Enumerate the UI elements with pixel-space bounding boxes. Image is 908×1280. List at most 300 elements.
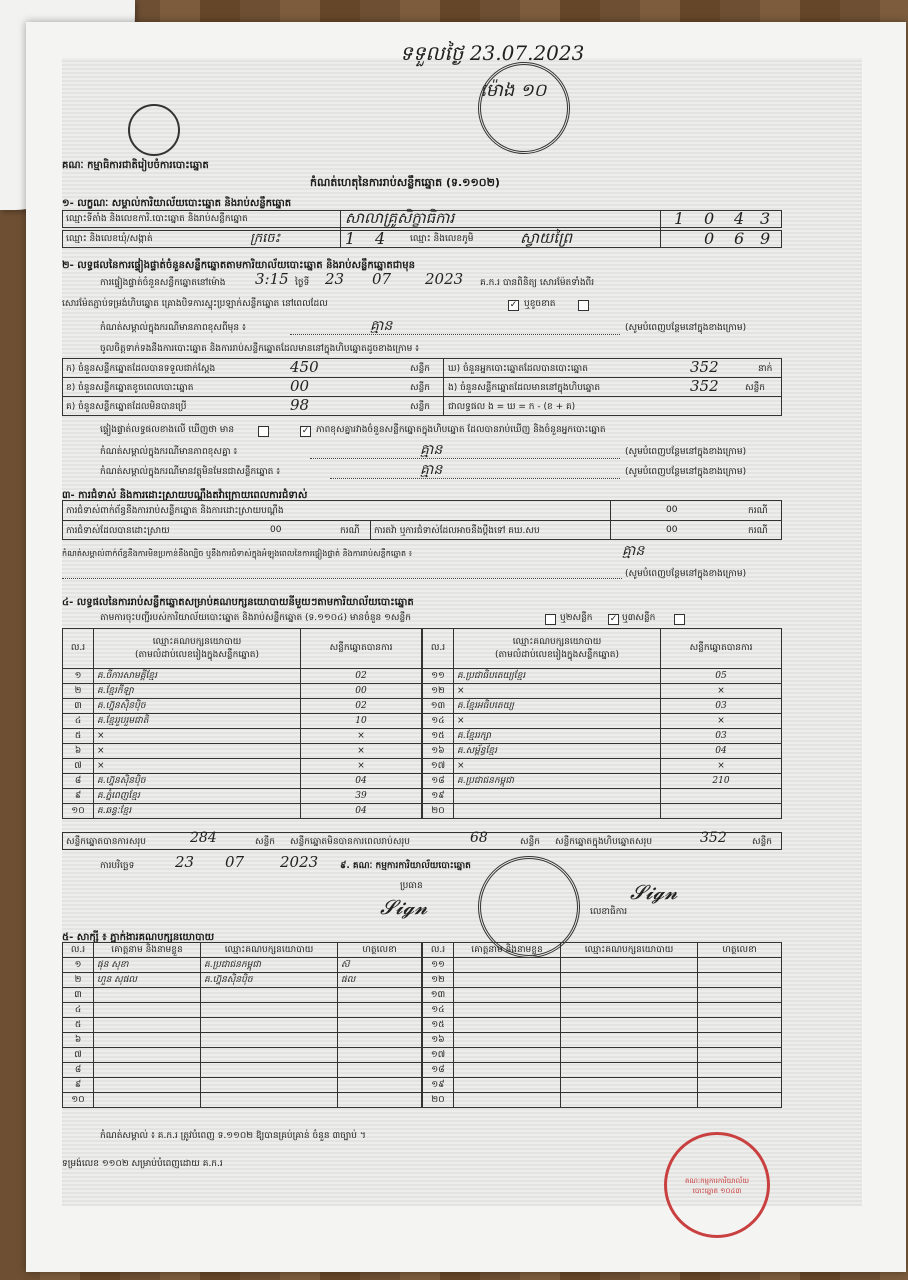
witness-no-cell: ៥: [63, 1018, 94, 1033]
party-no-cell: ១: [63, 669, 94, 684]
office-digit-3: 4: [734, 209, 745, 228]
witness-sig-cell: [338, 1048, 422, 1063]
party-row: [63, 759, 422, 774]
day-value: 23: [325, 270, 345, 288]
witness-col-no: ល.រ: [423, 943, 454, 958]
witness-empty-cell: [561, 1033, 698, 1048]
witness-no-cell: ១: [63, 958, 94, 973]
witness-row: [63, 1033, 422, 1048]
day-label: ថ្ងៃទី: [295, 278, 310, 288]
section-2-heading: ២- លទ្ធផលនៃការផ្ទៀងផ្ទាត់ចំនួនសន្លឹកឆ្នោតតាមការិយាល័យបោះឆ្នោត និងរាប់សន្លឹកឆ្នោតជាមុន: [62, 260, 415, 271]
party-votes-cell: ×: [301, 759, 422, 774]
witness-no-cell: ១៣: [423, 988, 454, 1003]
witness-row: [63, 988, 422, 1003]
org-label: គណៈ កម្មាធិការជាតិរៀបចំការបោះឆ្នោត: [62, 160, 209, 171]
witness-row: [423, 1018, 782, 1033]
objection-row-1-label: ការជំទាស់ពាក់ព័ន្ធនឹងការរាប់សន្លឹកឆ្នោត និងការដោះស្រាយបណ្តឹង: [66, 506, 284, 516]
witness-party-cell: [201, 1033, 338, 1048]
party-no-cell: ១៥: [423, 729, 454, 744]
witness-empty-cell: [454, 1003, 561, 1018]
party-votes-cell: ×: [661, 759, 782, 774]
received-date-note: ទទួលថ្ងៃ 23.07.2023: [400, 41, 585, 65]
witness-col-name: គោត្តនាម និងនាមខ្លួន: [94, 943, 201, 958]
party-votes-cell: ×: [661, 714, 782, 729]
witness-empty-cell: [561, 1048, 698, 1063]
count-row-e-unit: សន្លឹក: [745, 383, 765, 393]
section-4-heading: ៤- លទ្ធផលនៃការរាប់សន្លឹកឆ្នោតសម្រាប់គណបក្សនយោបាយនីមួយៗតាមការិយាល័យបោះឆ្នោត: [62, 597, 414, 608]
witness-no-cell: ១៦: [423, 1033, 454, 1048]
witness-no-cell: ១៨: [423, 1063, 454, 1078]
count-row-b-label: ខ) ចំនួនសន្លឹកឆ្នោតខូចពេលបោះឆ្នោត: [66, 383, 194, 393]
witness-no-cell: ១៧: [423, 1048, 454, 1063]
witness-row: [423, 1033, 782, 1048]
witness-no-cell: ២០: [423, 1093, 454, 1108]
party-votes-cell: 02: [301, 699, 422, 714]
witness-no-cell: ១១: [423, 958, 454, 973]
party-party-cell: គ.ខ្មែរអធិបតេយ្យ: [454, 699, 661, 714]
party-votes-cell: ×: [661, 684, 782, 699]
commune-digit-1: 1: [345, 229, 356, 248]
count-intro: ចូលចិត្តទាក់ទងនឹងការបោះឆ្នោត និងការរាប់សន្លឹកឆ្នោតដែលមាននៅក្នុងហិបឆ្នោតដូចខាងក្រោម ៖: [100, 344, 420, 354]
witness-col-party: ឈ្មោះគណបក្សនយោបាយ: [561, 943, 698, 958]
party-party-cell: ×: [454, 714, 661, 729]
party-votes-cell: 39: [301, 789, 422, 804]
nec-emblem-icon: [128, 104, 180, 156]
party-votes-cell: 10: [301, 714, 422, 729]
party-no-cell: ១៧: [423, 759, 454, 774]
party-row: [423, 759, 782, 774]
total-invalid-label: សន្លឹកឆ្នោតមិនបានការពេលរាប់សរុប: [290, 837, 410, 847]
village-digit-2: 6: [734, 229, 745, 248]
witness-empty-cell: [561, 1063, 698, 1078]
three-sheet-label: ឬ៣សន្លឹក: [622, 613, 656, 623]
witness-row: [423, 1048, 782, 1063]
party-no-cell: ២: [63, 684, 94, 699]
province-handwritten: ក្រចេះ: [250, 231, 281, 246]
count-row-b-unit: សន្លឹក: [410, 383, 430, 393]
witness-sig-cell: [338, 1003, 422, 1018]
party-no-cell: ២០: [423, 804, 454, 819]
witness-party-cell: គ.ហ្វ៊ុនស៊ិនប៉ិច: [201, 973, 338, 988]
witness-col-sig: ហត្ថលេខា: [338, 943, 422, 958]
year-value: 2023: [425, 270, 464, 288]
witness-row: [423, 1003, 782, 1018]
count-row-c-label: គ) ចំនួនសន្លឹកឆ្នោតដែលមិនបានប្រើ: [66, 402, 187, 412]
party-row: [423, 744, 782, 759]
office-name-value: សាលាគ្រូសិក្ខាធិការ: [345, 209, 455, 227]
witness-empty-cell: [698, 958, 782, 973]
section-3-heading: ៣- ការជំទាស់ និងការដោះស្រាយបណ្តឹងតវ៉ាក្រោយពេលការជំទាស់: [62, 490, 308, 501]
form-footer: ទម្រង់លេខ ១១០២ សម្រាប់បំពេញដោយ គ.ក.រ: [62, 1159, 223, 1169]
witness-no-cell: ១០: [63, 1093, 94, 1108]
witness-sig-cell: [338, 1063, 422, 1078]
col-valid-header: សន្លឹកឆ្នោតបានការ: [661, 629, 782, 669]
party-row: [63, 699, 422, 714]
witness-no-cell: ២: [63, 973, 94, 988]
party-party-cell: [454, 789, 661, 804]
party-no-cell: ១២: [423, 684, 454, 699]
witness-row: [423, 973, 782, 988]
witness-empty-cell: [454, 1048, 561, 1063]
party-results-left: [62, 628, 422, 819]
witness-sig-cell: ស៊: [338, 958, 422, 973]
party-votes-cell: 03: [661, 699, 782, 714]
chair-label: ប្រធាន: [400, 881, 423, 891]
count-row-e-value: 352: [690, 377, 719, 395]
total-all-value: 352: [700, 830, 727, 846]
witness-sig-cell: [338, 1018, 422, 1033]
col-valid-header: សន្លឹកឆ្នោតបានការ: [301, 629, 422, 669]
party-row: [423, 699, 782, 714]
red-stamp-text: គណៈកម្មការការិយាល័យបោះឆ្នោត ១០៤៣: [684, 1177, 749, 1195]
witness-col-name: គោត្តនាម និងនាមខ្លួន: [454, 943, 561, 958]
witness-no-cell: ១៤: [423, 1003, 454, 1018]
objection-row-2-unit: ករណី: [340, 526, 360, 536]
party-votes-cell: [661, 789, 782, 804]
count-row-e-label: ង) ចំនួនសន្លឹកឆ្នោតដែលមាននៅក្នុងហិបឆ្នោត: [448, 383, 601, 393]
witness-row: [63, 1018, 422, 1033]
witness-table-left: [62, 942, 422, 1108]
count-row-d-unit: នាក់: [758, 364, 773, 374]
party-votes-cell: 04: [301, 804, 422, 819]
witness-empty-cell: [454, 1093, 561, 1108]
party-votes-cell: ×: [301, 729, 422, 744]
witness-empty-cell: [561, 958, 698, 973]
party-row: [63, 669, 422, 684]
col-party-header: ឈ្មោះគណបក្សនយោបាយ (តាមលំដាប់លេខរៀងក្នុងសន្លឹកឆ្នោត): [454, 629, 661, 669]
party-no-cell: ១៩: [423, 789, 454, 804]
party-party-cell: គ.ហ្វ៊ុនស៊ិនប៉ិច: [94, 699, 301, 714]
party-row: [63, 744, 422, 759]
witness-sig-cell: [338, 1093, 422, 1108]
party-party-cell: គ.ប្រជាជនកម្ពុជា: [454, 774, 661, 789]
witness-empty-cell: [698, 1093, 782, 1108]
date-month: 07: [225, 853, 245, 871]
bullet-2-value: គ្មាន: [420, 462, 443, 478]
witness-empty-cell: [698, 1033, 782, 1048]
village-label: ឈ្មោះ និងលេខភូមិ: [410, 234, 474, 244]
party-row: [63, 789, 422, 804]
witness-party-cell: [201, 1048, 338, 1063]
party-no-cell: ៨: [63, 774, 94, 789]
witness-no-cell: ៧: [63, 1048, 94, 1063]
witness-empty-cell: [561, 1003, 698, 1018]
witness-empty-cell: [698, 1018, 782, 1033]
witness-row: [63, 1048, 422, 1063]
witness-sig-cell: [338, 1033, 422, 1048]
party-no-cell: ១៣: [423, 699, 454, 714]
witness-empty-cell: [454, 1018, 561, 1033]
witness-col-no: ល.រ: [63, 943, 94, 958]
party-party-cell: ×: [94, 744, 301, 759]
witness-party-cell: [201, 1093, 338, 1108]
count-row-c-unit: សន្លឹក: [410, 402, 430, 412]
bullet-1-hint: (សូមបំពេញបន្ថែមនៅក្នុងខាងក្រោម): [625, 447, 747, 457]
difference-check-text: ភាពខុសគ្នារវាងចំនួនសន្លឹកឆ្នោតក្នុងហិបឆ្នោត ដែលបានរាប់ឃើញ និងចំនួនអ្នកបោះឆ្នោត: [316, 425, 606, 435]
difference-yes-checkbox: [258, 426, 269, 437]
two-sheet-label: ឬ២សន្លឹក: [560, 613, 593, 623]
witness-note: កំណត់សម្គាល់ ៖ គ.ក.រ ត្រូវបំពេញ ទ.១១០២ ឱ្យបានគ្រប់គ្រាន់ ចំនួន ៣ច្បាប់ ។: [100, 1131, 366, 1141]
witness-no-cell: ១៥: [423, 1018, 454, 1033]
witness-empty-cell: [454, 1033, 561, 1048]
party-party-cell: គ.ខ្មែររួបរួមជាតិ: [94, 714, 301, 729]
objection-row-2b-unit: ករណី: [748, 526, 768, 536]
witness-row: [63, 1063, 422, 1078]
secretary-signature: 𝓢𝓲𝓰𝓷: [630, 880, 678, 904]
seal-line: សោរម៉ែតភ្ជាប់ទម្រង់ហិបឆ្នោត គ្រោងបិទការស្ទុះប្រឡាក់សន្លឹកឆ្នោត នៅពេលដែល: [62, 299, 328, 309]
party-party-cell: គ.សម្ព័ន្ធខ្មែរ: [454, 744, 661, 759]
party-no-cell: ១១: [423, 669, 454, 684]
count-row-a-value: 450: [290, 358, 319, 376]
difference-no-checkbox: ✓: [301, 426, 310, 436]
office-digit-2: 0: [704, 209, 715, 228]
total-all-unit: សន្លឹក: [752, 837, 772, 847]
total-valid-label: សន្លឹកឆ្នោតបានការសរុប: [66, 837, 146, 847]
witness-table-right: [422, 942, 782, 1108]
witness-row: [63, 1078, 422, 1093]
committee-label: ៩. គណៈ កម្មការការិយាល័យបោះឆ្នោត: [340, 861, 471, 871]
date-day: 23: [175, 853, 195, 871]
party-row: [63, 804, 422, 819]
witness-empty-cell: [561, 1078, 698, 1093]
section-4-intro: តាមការចុះបញ្ជីរបស់ការិយាល័យបោះឆ្នោត និងរាប់សន្លឹកឆ្នោត (ទ.១១០៤) មានចំនួន ១សន្លឹក: [100, 613, 411, 623]
witness-empty-cell: [454, 958, 561, 973]
witness-party-cell: [201, 1063, 338, 1078]
witness-empty-cell: [698, 1063, 782, 1078]
total-valid-value: 284: [190, 830, 217, 846]
witness-row: [423, 958, 782, 973]
witness-name-cell: [94, 1033, 201, 1048]
party-row: [423, 774, 782, 789]
objection-row-2-label: ការជំទាស់ដែលបានដោះស្រាយ: [66, 526, 170, 536]
office-digit-1: 1: [674, 209, 685, 228]
verify-time-value: 3:15: [255, 270, 289, 288]
witness-no-cell: ១២: [423, 973, 454, 988]
seal-intact-checkbox: ✓: [509, 300, 518, 310]
party-row: [423, 729, 782, 744]
chair-signature: 𝓢𝓲𝓰𝓷: [380, 895, 428, 919]
party-row: [423, 804, 782, 819]
objection-row-1-value: 00: [666, 505, 678, 515]
witness-row: [63, 1003, 422, 1018]
village-value: ស្វាយព្រៃ: [520, 229, 573, 247]
party-no-cell: ៥: [63, 729, 94, 744]
witness-sig-cell: [338, 1078, 422, 1093]
witness-empty-cell: [561, 1018, 698, 1033]
col-no-header: ល.រ: [63, 629, 94, 669]
section-5-heading: ៥- សាក្សី ៖ ភ្នាក់ងារគណបក្សនយោបាយ: [62, 932, 215, 943]
witness-row: [423, 1093, 782, 1108]
objection-row-1-unit: ករណី: [748, 506, 768, 516]
party-row: [423, 714, 782, 729]
two-sheet-checkbox: ✓: [609, 614, 618, 624]
witness-empty-cell: [698, 1003, 782, 1018]
witness-empty-cell: [454, 1078, 561, 1093]
party-row: [423, 669, 782, 684]
witness-name-cell: [94, 1048, 201, 1063]
party-row: [423, 684, 782, 699]
witness-no-cell: ១៩: [423, 1078, 454, 1093]
witness-no-cell: ៨: [63, 1063, 94, 1078]
party-no-cell: ១៤: [423, 714, 454, 729]
party-no-cell: ១៦: [423, 744, 454, 759]
count-row-d-label: ឃ) ចំនួនអ្នកបោះឆ្នោតដែលបានបោះឆ្នោត: [448, 364, 588, 374]
witness-empty-cell: [698, 988, 782, 1003]
count-row-b-value: 00: [290, 377, 310, 395]
party-no-cell: ៦: [63, 744, 94, 759]
party-results-right: [422, 628, 782, 819]
party-party-cell: ×: [94, 729, 301, 744]
objection-note-label: កំណត់សម្គាល់ពាក់ព័ន្ធនឹងការមិនប្រកាន់នឹងល្បិច ឬនឹងការជំទាស់ក្នុងអំឡុងពេលនៃការផ្ទៀងផ្ទាត់ និងការរាប់សន្លឹកឆ្នោត ៖: [62, 549, 413, 558]
witness-name-cell: [94, 1093, 201, 1108]
party-no-cell: ៩: [63, 789, 94, 804]
witness-name-cell: [94, 1018, 201, 1033]
witness-empty-cell: [454, 988, 561, 1003]
total-all-label: សន្លឹកឆ្នោតក្នុងហិបឆ្នោតសរុប: [555, 837, 653, 847]
party-votes-cell: 04: [661, 744, 782, 759]
party-party-cell: គ.ចីការសាមគ្គីខ្មែរ: [94, 669, 301, 684]
witness-empty-cell: [561, 988, 698, 1003]
witness-empty-cell: [561, 973, 698, 988]
bullet-2-hint: (សូមបំពេញបន្ថែមនៅក្នុងខាងក្រោម): [625, 467, 747, 477]
party-row: [63, 714, 422, 729]
party-row: [63, 684, 422, 699]
objection-note-hint: (សូមបំពេញបន្ថែមនៅក្នុងខាងក្រោម): [625, 569, 747, 579]
witness-row: [63, 973, 422, 988]
witness-empty-cell: [561, 1093, 698, 1108]
count-row-a-label: ក) ចំនួនសន្លឹកឆ្នោតដែលបានទទួលជាក់ស្តែង: [66, 364, 216, 374]
objection-row-2b-value: 00: [666, 525, 678, 535]
witness-empty-cell: [454, 973, 561, 988]
party-votes-cell: 00: [301, 684, 422, 699]
witness-no-cell: ៤: [63, 1003, 94, 1018]
witness-row: [63, 1093, 422, 1108]
witness-empty-cell: [454, 1063, 561, 1078]
party-party-cell: គ.ហ្វ៊ុនស៊ិនប៉ិច: [94, 774, 301, 789]
difference-note-hint: (សូមបំពេញបន្ថែមនៅក្នុងខាងក្រោម): [625, 323, 747, 333]
red-official-stamp: [664, 1132, 770, 1238]
party-party-cell: ×: [454, 759, 661, 774]
witness-row: [423, 1063, 782, 1078]
witness-row: [423, 1078, 782, 1093]
party-votes-cell: [661, 804, 782, 819]
received-stamp: [478, 62, 570, 154]
party-party-cell: គ.ប្រជាធិបតេយ្យខ្មែរ: [454, 669, 661, 684]
witness-party-cell: [201, 1078, 338, 1093]
bullet-2-label: កំណត់សម្គាល់ក្នុងករណីមានវត្ថុមិនមែនជាសន្លឹកឆ្នោត ៖: [100, 467, 281, 477]
witness-sig-cell: [338, 988, 422, 1003]
form-title: កំណត់ហេតុនៃការរាប់សន្លឹកឆ្នោត (ទ.១១០២): [310, 176, 500, 189]
witness-row: [63, 958, 422, 973]
date-label: ការបរិច្ឆេទ: [100, 861, 135, 871]
party-party-cell: [454, 804, 661, 819]
party-party-cell: ×: [94, 759, 301, 774]
office-digit-4: 3: [760, 209, 771, 228]
party-votes-cell: 02: [301, 669, 422, 684]
witness-empty-cell: [698, 1048, 782, 1063]
witness-name-cell: [94, 1063, 201, 1078]
party-no-cell: ១០: [63, 804, 94, 819]
total-invalid-value: 68: [470, 830, 488, 846]
col-no-header: ល.រ: [423, 629, 454, 669]
witness-col-party: ឈ្មោះគណបក្សនយោបាយ: [201, 943, 338, 958]
party-votes-cell: 03: [661, 729, 782, 744]
month-value: 07: [372, 270, 392, 288]
party-no-cell: ៧: [63, 759, 94, 774]
party-party-cell: ×: [454, 684, 661, 699]
witness-name-cell: [94, 988, 201, 1003]
three-sheet-checkbox: [674, 614, 685, 625]
witness-empty-cell: [698, 1078, 782, 1093]
count-row-d-value: 352: [690, 358, 719, 376]
received-time-note: ម៉ោង ១០: [480, 80, 547, 101]
date-year: 2023: [280, 853, 319, 871]
party-votes-cell: 05: [661, 669, 782, 684]
witness-party-cell: [201, 1003, 338, 1018]
party-votes-cell: 210: [661, 774, 782, 789]
party-votes-cell: ×: [301, 744, 422, 759]
bullet-1-value: គ្មាន: [420, 442, 443, 458]
count-formula: ជាលទ្ធផល ង = ឃ = ក - (ខ + គ): [448, 402, 576, 412]
party-party-cell: គ.ខ្មែរកីឡា: [94, 684, 301, 699]
total-valid-unit: សន្លឹក: [255, 837, 275, 847]
difference-check-label: ផ្ទៀងផ្ទាត់លទ្ធផលខាងលើ ឃើញថា មាន: [100, 425, 235, 435]
party-party-cell: គ.ភ្នំពេញខ្មែរ: [94, 789, 301, 804]
count-row-a-unit: សន្លឹក: [410, 364, 430, 374]
witness-no-cell: ៦: [63, 1033, 94, 1048]
difference-note-value: គ្មាន: [370, 318, 393, 334]
witness-party-cell: [201, 1018, 338, 1033]
party-row: [63, 729, 422, 744]
party-row: [63, 774, 422, 789]
section-1-heading: ១- លក្ខណៈ សម្គាល់ការិយាល័យបោះឆ្នោត និងរាប់សន្លឹកឆ្នោត: [62, 198, 292, 209]
objection-row-2b-label: ការតវ៉ា ឬការជំទាស់ដែលអាចនឹងប្តឹងទៅ គឃ.សប: [374, 526, 540, 536]
one-sheet-checkbox: [545, 614, 556, 625]
party-row: [423, 789, 782, 804]
witness-row: [423, 988, 782, 1003]
commune-label: ឈ្មោះ និងលេខឃុំ/សង្កាត់: [66, 234, 153, 244]
count-row-c-value: 98: [290, 396, 310, 414]
difference-note-label: កំណត់សម្គាល់ក្នុងករណីមានភាពខុសពីមុន ៖: [100, 323, 246, 333]
party-party-cell: គ.ឆន្ទៈខ្មែរ: [94, 804, 301, 819]
office-name-label: ឈ្មោះទីតាំង និងលេខការិ.បោះឆ្នោត និងរាប់សន្លឹកឆ្នោត: [66, 214, 248, 224]
col-party-header: ឈ្មោះគណបក្សនយោបាយ (តាមលំដាប់លេខរៀងក្នុងសន្លឹកឆ្នោត): [94, 629, 301, 669]
seal-damaged-label: ឬខូចខាត: [524, 299, 556, 309]
witness-party-cell: គ.ប្រជាជនកម្ពុជា: [201, 958, 338, 973]
totals-row: [62, 832, 782, 850]
witness-no-cell: ៩: [63, 1078, 94, 1093]
party-no-cell: ៣: [63, 699, 94, 714]
verify-line-continuation: គ.ក.រ បានពិនិត្យ សោរម៉ែតទាំងពីរ: [480, 278, 595, 288]
seal-damaged-checkbox: [578, 300, 589, 311]
objection-note-value: គ្មាន: [622, 543, 645, 559]
objection-row-2-value: 00: [270, 525, 282, 535]
witness-name-cell: [94, 1003, 201, 1018]
party-no-cell: ១៨: [423, 774, 454, 789]
witness-party-cell: [201, 988, 338, 1003]
commune-digit-2: 4: [375, 229, 386, 248]
village-digit-3: 9: [760, 229, 771, 248]
verify-time-label: ការផ្ទៀងផ្ទាត់ចំនួនសន្លឹកឆ្នោតនៅម៉ោង: [100, 278, 226, 288]
witness-no-cell: ៣: [63, 988, 94, 1003]
witness-col-sig: ហត្ថលេខា: [698, 943, 782, 958]
witness-sig-cell: ផល: [338, 973, 422, 988]
party-party-cell: គ.ខ្មែររក្សា: [454, 729, 661, 744]
secretary-label: លេខាធិការ: [590, 907, 628, 917]
witness-name-cell: ផុន សុខា: [94, 958, 201, 973]
party-votes-cell: 04: [301, 774, 422, 789]
witness-empty-cell: [698, 973, 782, 988]
